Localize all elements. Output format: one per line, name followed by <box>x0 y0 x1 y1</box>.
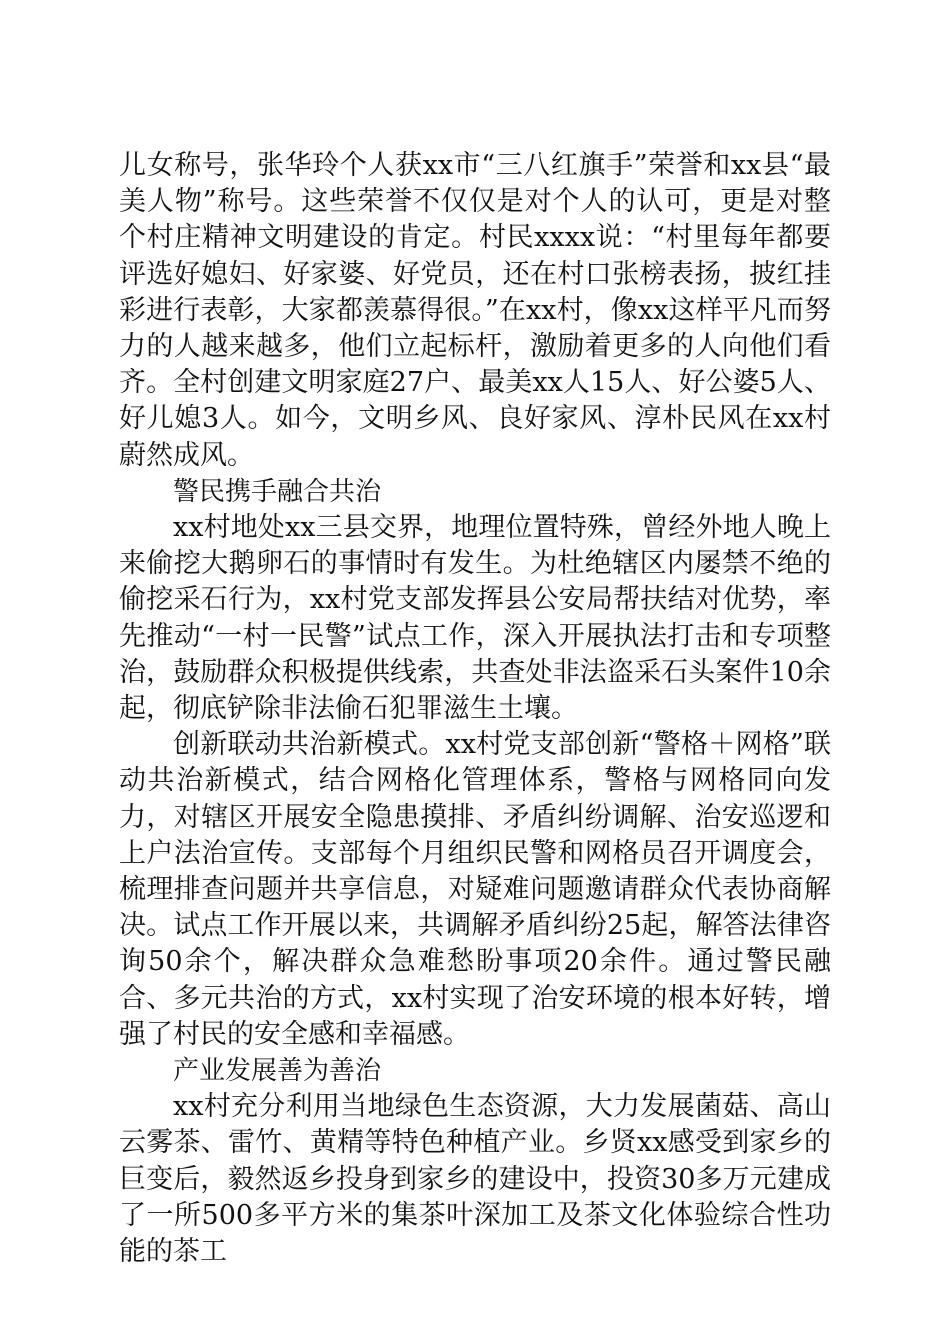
paragraph-joint-governance: 创新联动共治新模式。xx村党支部创新“警格＋网格”联动共治新模式，结合网格化管理体系，警格与网格同向发力，对辖区开展安全隐患摸排、矛盾纠纷调解、治安巡逻和上户法治宣传。支部每个月组织民警和网格员召开调度会，梳理排查问题并共享信息，对疑难问题邀请群众代表协商解决。试点工作开展以来，共调解矛盾纠纷25起，解答法律咨询50余个，解决群众急难愁盼事项20余件。通过警民融合、多元共治的方式，xx村实现了治安环境的根本好转，增强了村民的安全感和幸福感。 <box>119 729 831 1050</box>
section-heading-police-cooperation: 警民携手融合共治 <box>173 476 382 507</box>
paragraph-police-cooperation: xx村地处xx三县交界，地理位置特殊，曾经外地人晚上来偷挖大鹅卵石的事情时有发生。为杜绝辖区内屡禁不绝的偷挖采石行为，xx村党支部发挥县公安局帮扶结对优势，率先推动“一村一民警”试点工作，深入开展执法打击和专项整治，鼓励群众积极提供线索，共查处非法盗采石头案件10余起，彻底铲除非法偷石犯罪滋生土壤。 <box>119 512 831 725</box>
paragraph-honors: 儿女称号，张华玲个人获xx市“三八红旗手”荣誉和xx县“最美人物”称号。这些荣誉不仅仅是对个人的认可，更是对整个村庄精神文明建设的肯定。村民xxxx说：“村里每年都要评选好媳妇、好家婆、好党员，还在村口张榜表扬，披红挂彩进行表彰，大家都羡慕得很。”在xx村，像xx这样平凡而努力的人越来越多，他们立起标杆，激励着更多的人向他们看齐。全村创建文明家庭27户、最美xx人15人、好公婆5人、好儿媳3人。如今，文明乡风、良好家风、淳朴民风在xx村蔚然成风。 <box>119 150 831 471</box>
document-page <box>119 148 831 1270</box>
paragraph-industry-development: xx村充分利用当地绿色生态资源，大力发展菌菇、高山云雾茶、雷竹、黄精等特色种植产业。乡贤xx感受到家乡的巨变后，毅然返乡投身到家乡的建设中，投资30多万元建成了一所500多平方米的集茶叶深加工及茶文化体验综合性功能的茶工 <box>119 1091 831 1268</box>
section-heading-industry-development: 产业发展善为善治 <box>173 1056 382 1087</box>
